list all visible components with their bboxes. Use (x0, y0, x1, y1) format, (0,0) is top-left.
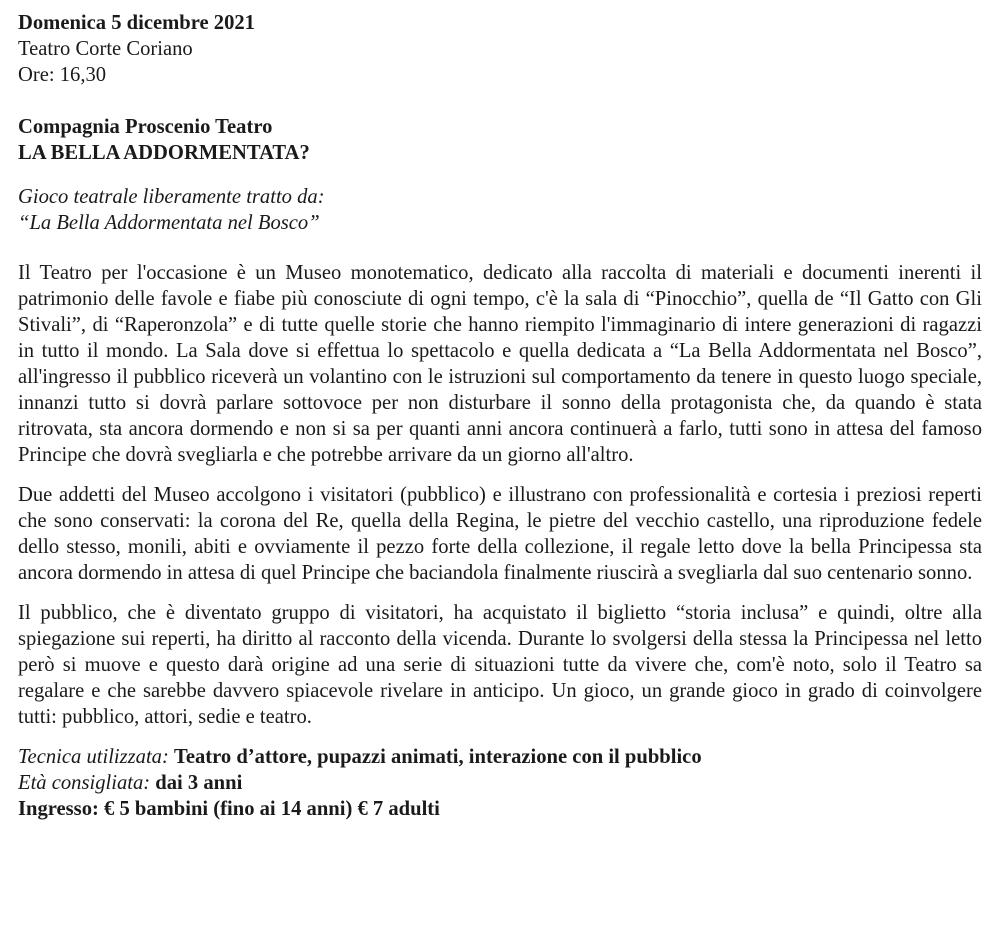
technique-row (18, 744, 982, 770)
show-subtitle (18, 184, 982, 236)
age-value: dai 3 anni (155, 772, 243, 794)
technique-value: Teatro d’attore, pupazzi animati, interazione con il pubblico (174, 746, 702, 768)
technique-label: Tecnica utilizzata: (18, 746, 169, 768)
show-title: LA BELLA ADDORMENTATA? (18, 142, 310, 164)
subtitle-line-1: Gioco teatrale liberamente tratto da: (18, 186, 325, 208)
show-heading (18, 114, 982, 166)
company-name: Compagnia Proscenio Teatro (18, 116, 273, 138)
paragraph-audience: Il pubblico, che è diventato gruppo di visitatori, ha acquistato il biglietto “storia inclusa” e quindi, oltre alla spiegazione sui reperti, ha diritto al racconto della vicenda. Durante lo svolgersi della stessa la Principessa nel letto però si muove e questo darà origine ad una serie di situazioni tutte da vivere che, com'è noto, solo il Teatro sa regalare e che sarebbe davvero spiacevole rivelare in anticipo. Un gioco, un grande gioco in grado di coinvolgere tutti: pubblico, attori, sedie e teatro. (18, 602, 982, 728)
event-date: Domenica 5 dicembre 2021 (18, 12, 255, 34)
admission-price: Ingresso: € 5 bambini (fino ai 14 anni) € 7 adulti (18, 798, 440, 820)
event-venue: Teatro Corte Coriano (18, 38, 193, 60)
paragraph-museum: Il Teatro per l'occasione è un Museo monotematico, dedicato alla raccolta di materiali e documenti inerenti il patrimonio delle favole e fiabe più conosciute di ogni tempo, c'è la sala di “Pinocchio”, quella de “Il Gatto con Gli Stivali”, di “Raperonzola” e di tutte quelle storie che hanno riempito l'immaginario di intere generazioni di ragazzi in tutto il mondo. La Sala dove si effettua lo spettacolo e quella dedicata a “La Bella Addormentata nel Bosco”, all'ingresso il pubblico riceverà un volantino con le istruzioni sul comportamento da tenere in questo luogo speciale, innanzi tutto si dovrà parlare sottovoce per non disturbare il sonno della protagonista che, da quando è stata ritrovata, sta ancora dormendo e non si sa per quanti anni ancora continuerà a farlo, tutti sono in attesa del famoso Principe che dovrà svegliarla e che potrebbe arrivare da un giorno all'altro. (18, 262, 982, 466)
subtitle-line-2: “La Bella Addormentata nel Bosco” (18, 212, 320, 234)
paragraph-staff: Due addetti del Museo accolgono i visitatori (pubblico) e illustrano con professionalità e cortesia i preziosi reperti che sono conservati: la corona del Re, quella della Regina, le pietre del vecchio castello, una riproduzione fedele dello stesso, monili, abiti e ovviamente il pezzo forte della collezione, il regale letto dove la bella Principessa sta ancora dormendo in attesa di quel Principe che baciandola finalmente riuscirà a svegliarla dal suo centenario sonno. (18, 484, 982, 584)
age-row (18, 770, 982, 796)
show-info (18, 744, 982, 822)
age-label: Età consigliata: (18, 772, 151, 794)
event-details (18, 10, 982, 88)
event-time: Ore: 16,30 (18, 64, 107, 86)
